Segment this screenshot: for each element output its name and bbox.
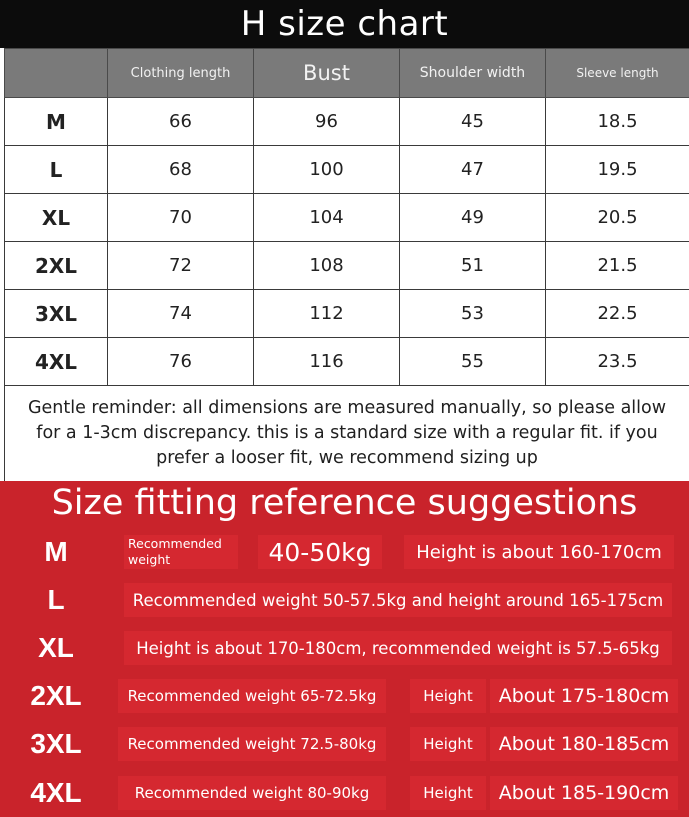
bust-cell: 112 [254, 290, 400, 338]
sleeve-cell: 23.5 [546, 338, 689, 386]
bust-cell: 96 [254, 98, 400, 146]
weight-value: 40-50kg [258, 535, 382, 569]
fit-row-xl [0, 624, 689, 672]
height-value: About 175-180cm [490, 679, 678, 713]
size-cell: L [5, 146, 108, 194]
length-cell: 66 [108, 98, 254, 146]
size-cell: M [5, 98, 108, 146]
table-row [5, 98, 689, 146]
header-clothing-length: Clothing length [108, 49, 254, 98]
header-bust: Bust [254, 49, 400, 98]
length-cell: 72 [108, 242, 254, 290]
table-row [5, 146, 689, 194]
fit-description: Height is about 170-180cm, recommended weight is 57.5-65kg [124, 631, 672, 665]
bust-cell: 116 [254, 338, 400, 386]
header-size [5, 49, 108, 98]
shoulder-cell: 49 [400, 194, 546, 242]
fit-row-4xl [0, 769, 689, 817]
measurement-reminder [4, 385, 689, 481]
shoulder-cell: 55 [400, 338, 546, 386]
fit-size-label: L [47, 584, 65, 615]
length-cell: 74 [108, 290, 254, 338]
sleeve-cell: 22.5 [546, 290, 689, 338]
fit-row-l [0, 576, 689, 624]
height-value: Height is about 160-170cm [404, 535, 674, 569]
height-label: Height [410, 727, 486, 761]
shoulder-cell: 53 [400, 290, 546, 338]
chart-title: H size chart [240, 4, 449, 44]
height-value: About 180-185cm [490, 727, 678, 761]
sleeve-cell: 18.5 [546, 98, 689, 146]
fit-size-label: 3XL [30, 728, 82, 759]
size-cell: 3XL [5, 290, 108, 338]
fit-row-2xl [0, 672, 689, 720]
recommended-weight-label: Recommended weight [124, 535, 238, 569]
weight-value: Recommended weight 72.5-80kg [118, 727, 386, 761]
table-header-row [5, 49, 689, 98]
table-row [5, 290, 689, 338]
length-cell: 68 [108, 146, 254, 194]
shoulder-cell: 47 [400, 146, 546, 194]
fit-description: Recommended weight 50-57.5kg and height around 165-175cm [124, 583, 672, 617]
height-label: Height [410, 679, 486, 713]
height-value: About 185-190cm [490, 776, 678, 810]
fit-size-label: XL [38, 632, 74, 663]
fitting-title: Size fitting reference suggestions [51, 483, 638, 523]
table-row [5, 194, 689, 242]
fitting-section [0, 481, 689, 817]
bust-cell: 108 [254, 242, 400, 290]
weight-value: Recommended weight 80-90kg [118, 776, 386, 810]
sleeve-cell: 21.5 [546, 242, 689, 290]
height-label: Height [410, 776, 486, 810]
sleeve-cell: 20.5 [546, 194, 689, 242]
table-row [5, 338, 689, 386]
fit-size-label: 2XL [30, 680, 82, 711]
bust-cell: 100 [254, 146, 400, 194]
header-sleeve-length: Sleeve length [546, 49, 689, 98]
size-cell: 4XL [5, 338, 108, 386]
fit-row-m [0, 528, 689, 576]
reminder-text: Gentle reminder: all dimensions are measured manually, so please allow for a 1-3cm discrepancy. this is a standard size with a regular fit. if you prefer a looser fit, we recommend sizing up [27, 397, 667, 468]
length-cell: 76 [108, 338, 254, 386]
fit-size-label: M [44, 536, 68, 567]
size-cell: 2XL [5, 242, 108, 290]
size-cell: XL [5, 194, 108, 242]
bust-cell: 104 [254, 194, 400, 242]
fit-row-3xl [0, 720, 689, 768]
shoulder-cell: 45 [400, 98, 546, 146]
chart-title-bar [0, 0, 689, 48]
weight-value: Recommended weight 65-72.5kg [118, 679, 386, 713]
size-table [4, 48, 689, 386]
shoulder-cell: 51 [400, 242, 546, 290]
sleeve-cell: 19.5 [546, 146, 689, 194]
header-shoulder-width: Shoulder width [400, 49, 546, 98]
length-cell: 70 [108, 194, 254, 242]
table-row [5, 242, 689, 290]
fit-size-label: 4XL [30, 777, 82, 808]
